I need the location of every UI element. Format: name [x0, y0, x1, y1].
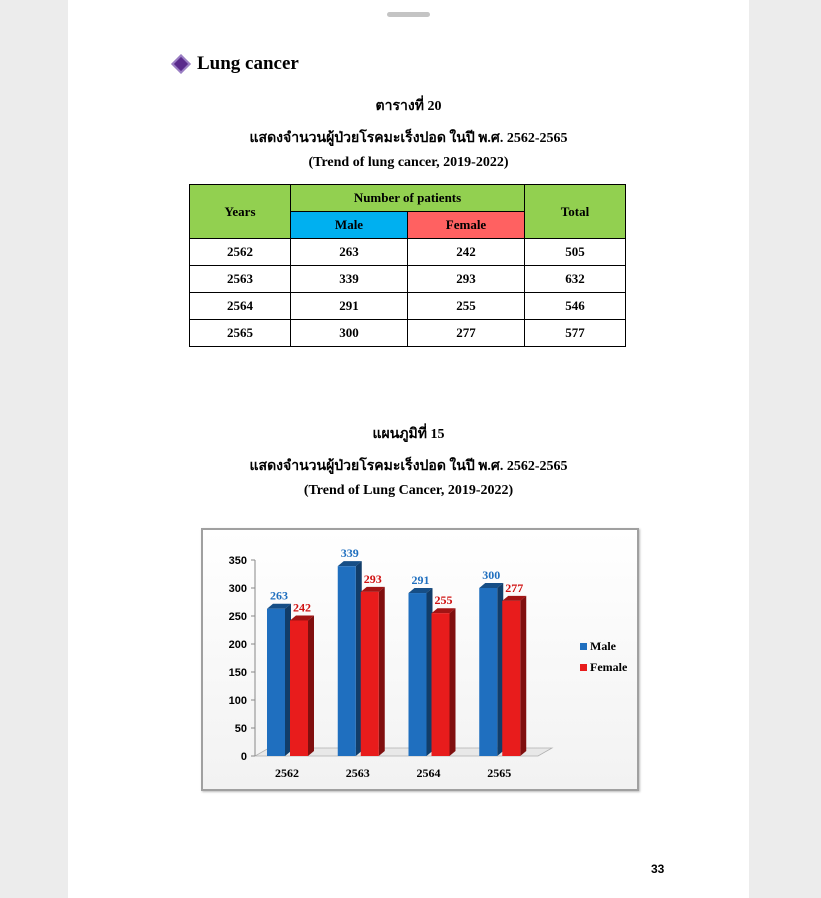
data-label: 300: [482, 568, 501, 582]
chart-caption: แผนภูมิที่ 15: [372, 427, 445, 442]
x-tick-label: 2564: [416, 766, 441, 780]
total-cell: 505: [525, 239, 626, 266]
y-tick-label: 100: [228, 695, 247, 707]
data-label: 255: [434, 593, 453, 608]
data-label: 277: [505, 580, 524, 595]
year-cell: 2563: [190, 266, 291, 293]
bar-chart: [203, 530, 637, 789]
table-caption: ตารางที่ 20: [375, 99, 442, 114]
table-row: [190, 266, 626, 293]
total-cell: 546: [525, 293, 626, 320]
total-cell: 577: [525, 320, 626, 347]
page-number: 33: [651, 862, 665, 876]
male-cell: 339: [291, 266, 408, 293]
female-cell: 242: [408, 239, 525, 266]
header-total: Total: [525, 185, 626, 239]
male-cell: 300: [291, 320, 408, 347]
total-cell: 632: [525, 266, 626, 293]
legend-swatch: [580, 643, 587, 650]
chart-title-english: (Trend of Lung Cancer, 2019-2022): [303, 483, 514, 498]
data-label: 291: [411, 573, 430, 588]
bar-male: [338, 566, 356, 756]
bar-male: [479, 588, 497, 756]
table-title-thai: แสดงจำนวนผู้ป่วยโรคมะเร็งปอด ในปี พ.ศ. 2562-2565: [249, 131, 568, 146]
y-tick-label: 250: [228, 611, 247, 623]
y-tick-label: 350: [228, 555, 247, 567]
year-cell: 2564: [190, 293, 291, 320]
female-cell: 277: [408, 320, 525, 347]
bar-female: [361, 592, 379, 756]
legend-label: Male: [590, 639, 616, 653]
x-tick-label: 2563: [345, 766, 370, 780]
bar-male: [267, 609, 285, 756]
male-cell: 291: [291, 293, 408, 320]
table-title-english: (Trend of lung cancer, 2019-2022): [308, 155, 509, 170]
table-row: [190, 293, 626, 320]
data-label: 293: [363, 571, 382, 586]
legend-swatch: [580, 664, 587, 671]
x-tick-label: 2562: [275, 766, 299, 780]
female-cell: 255: [408, 293, 525, 320]
female-cell: 293: [408, 266, 525, 293]
data-label: 339: [340, 546, 359, 561]
year-cell: 2562: [190, 239, 291, 266]
male-cell: 263: [291, 239, 408, 266]
bar-female: [502, 601, 520, 756]
bar-side: [450, 608, 456, 756]
bar-side: [520, 596, 526, 756]
chart-title-thai: แสดงจำนวนผู้ป่วยโรคมะเร็งปอด ในปี พ.ศ. 2562-2565: [249, 459, 568, 474]
section-title: Lung cancer: [197, 53, 299, 74]
table-row: [190, 320, 626, 347]
data-label: 263: [270, 588, 288, 603]
year-cell: 2565: [190, 320, 291, 347]
y-tick-label: 200: [228, 639, 247, 651]
y-tick-label: 50: [234, 723, 247, 735]
diamond-bullet-icon: [171, 54, 191, 74]
section-heading: [172, 53, 299, 75]
bar-male: [409, 593, 427, 756]
drag-handle[interactable]: [387, 12, 430, 17]
x-tick-label: 2565: [487, 766, 512, 780]
header-number-of-patients: Number of patients: [291, 185, 525, 212]
header-female: Female: [408, 212, 525, 239]
table-row: [190, 239, 626, 266]
bar-side: [308, 615, 314, 756]
patients-table: [189, 184, 626, 347]
y-tick-label: 300: [228, 583, 247, 595]
bar-female: [290, 620, 308, 756]
y-tick-label: 0: [240, 751, 247, 763]
bar-female: [432, 613, 450, 756]
header-male: Male: [291, 212, 408, 239]
legend-label: Female: [590, 660, 628, 674]
y-tick-label: 150: [228, 667, 247, 679]
bar-chart-frame: [201, 528, 639, 791]
data-label: 242: [293, 600, 311, 615]
header-years: Years: [190, 185, 291, 239]
bar-side: [379, 587, 385, 756]
